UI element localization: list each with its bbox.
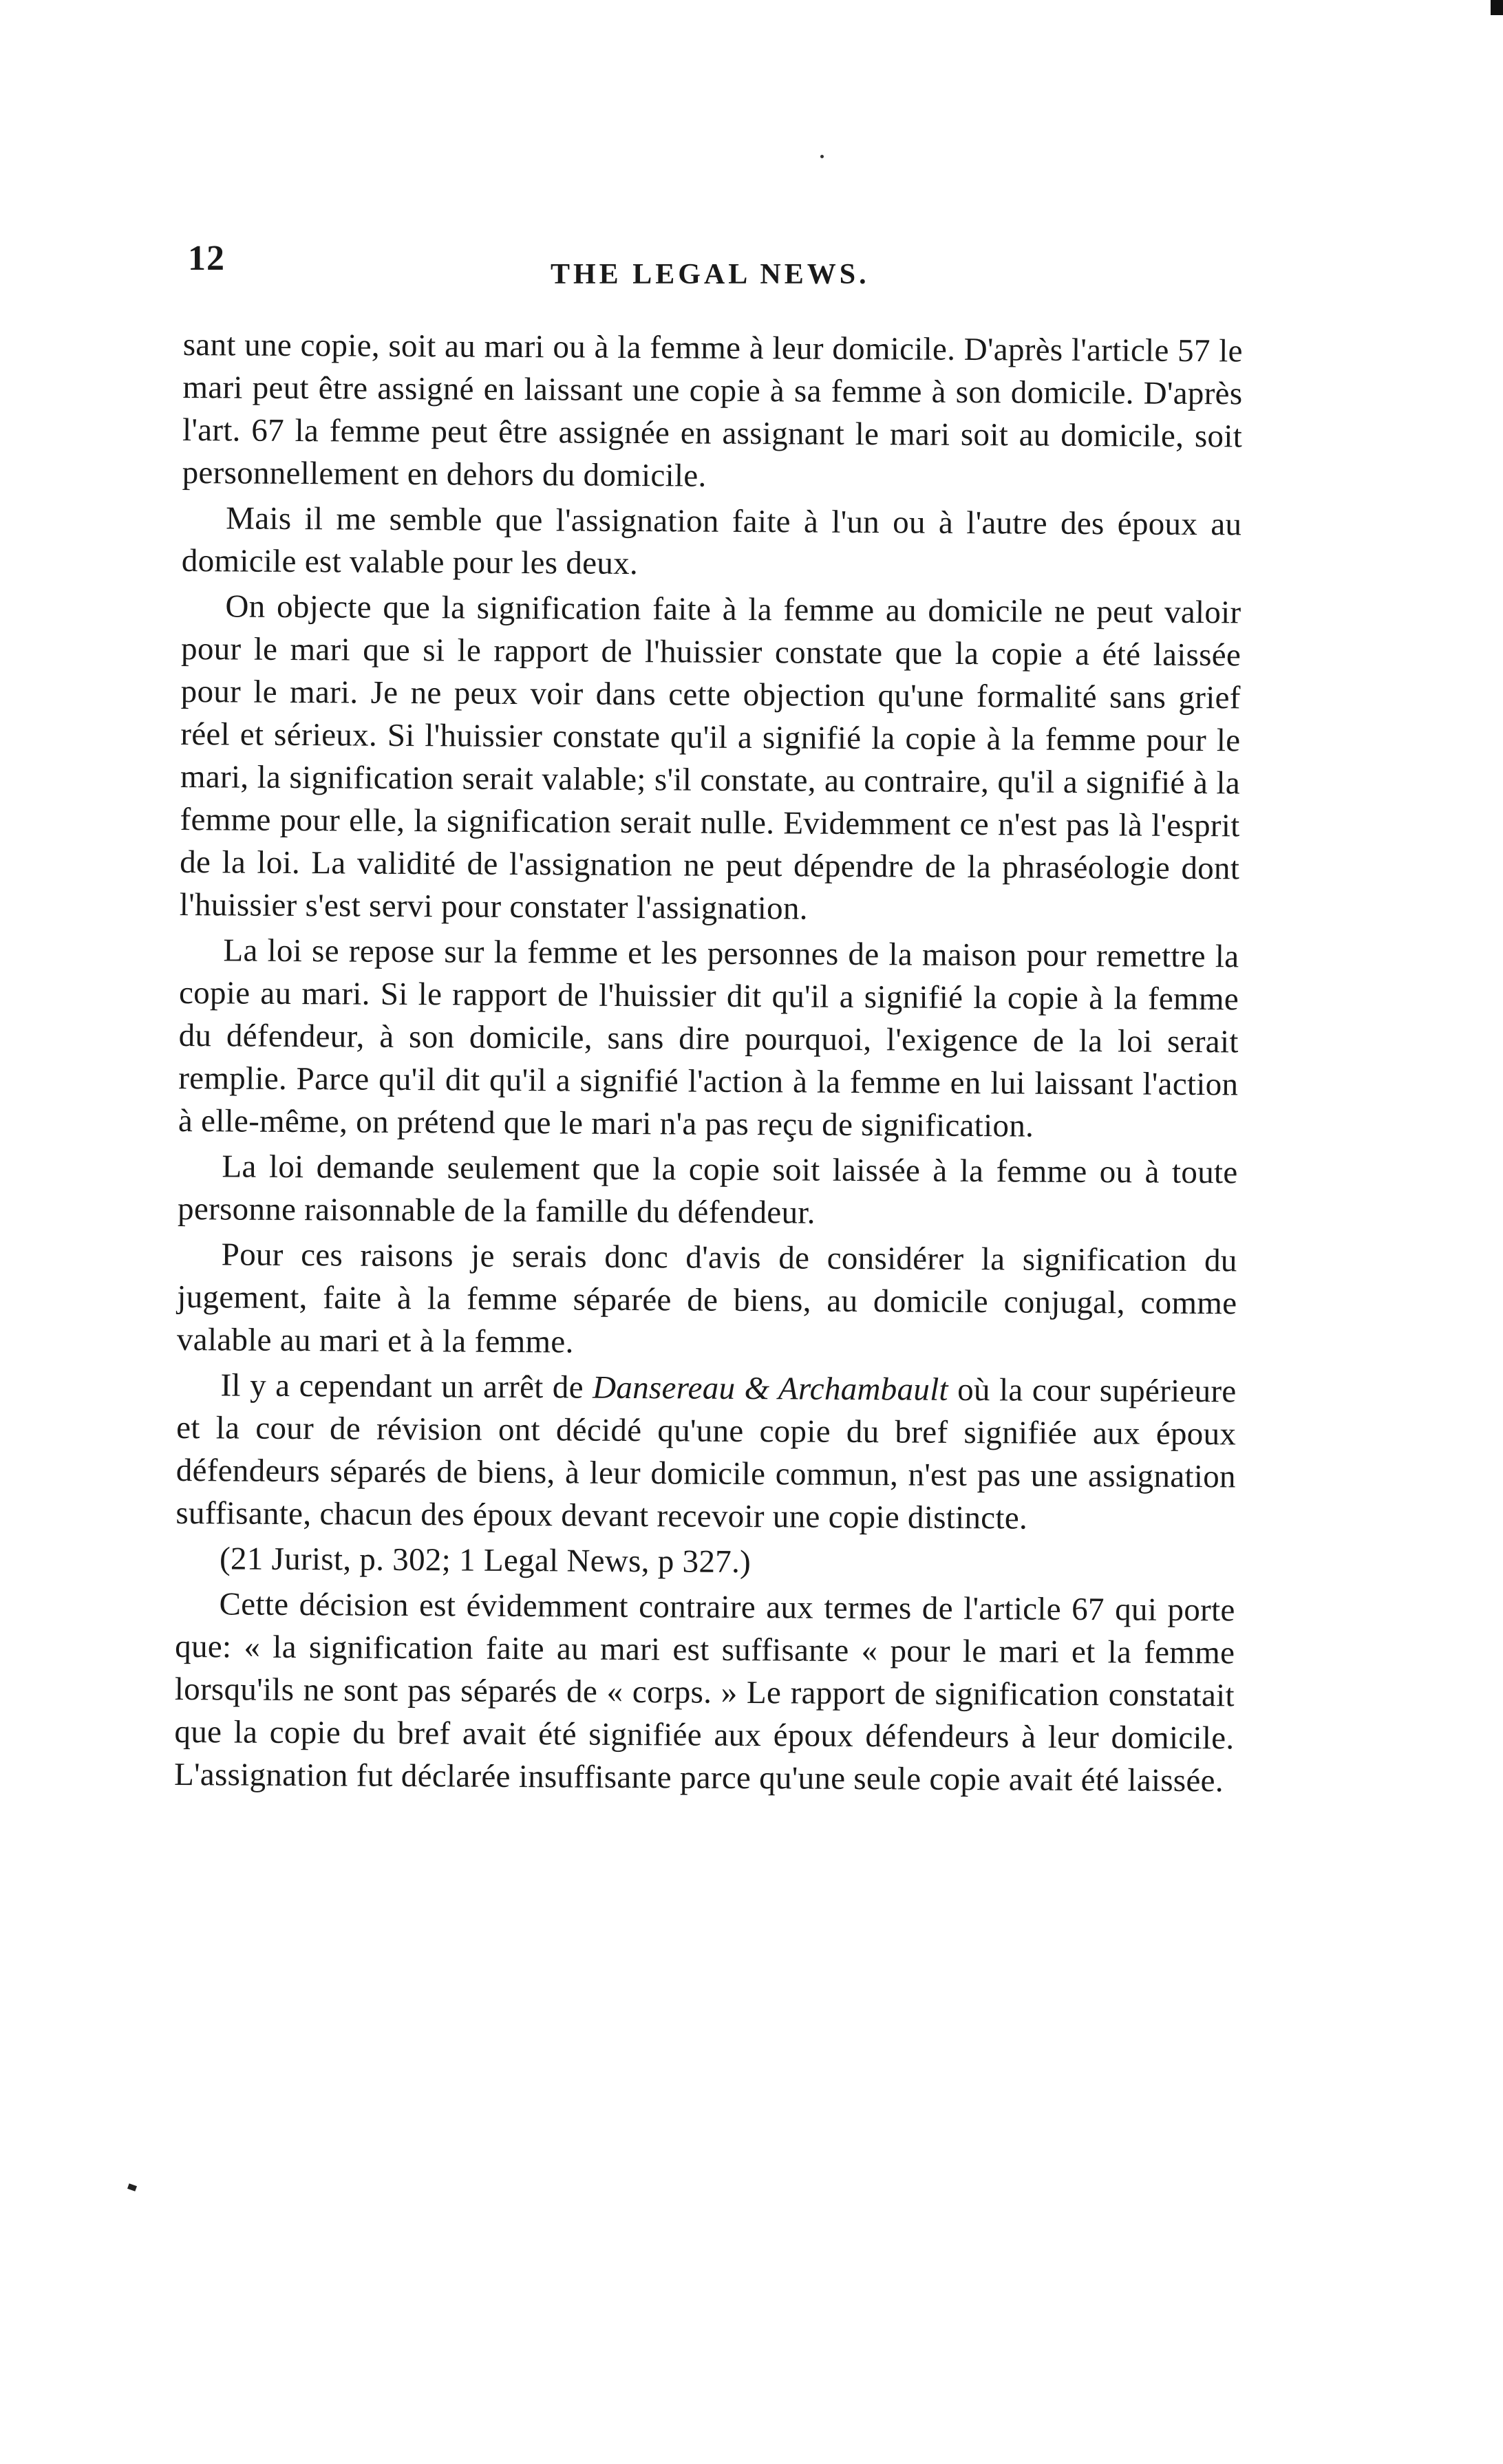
paragraph: On objecte que la signification faite à la femme au domicile ne peut valoir pour le mari que si le rapport de l'huissier constate que la copie a été laissée pour le mari. Je ne peux voir dans cette objection qu'une formalité sans grief réel et sérieux. Si l'huissier constate qu'il a signifié la copie à la femme pour le mari, la signification serait valable; s'il constate, au contraire, qu'il a signifié à la femme pour elle, la signification serait nulle. Evidemment ce n'est pas là l'esprit de la loi. La validité de l'assignation ne peut dépendre de la phraséologie dont l'huissier s'est servi pour constater l'assignation. xyxy=(179,588,1241,927)
corner-scan-mark xyxy=(1491,0,1503,15)
paragraph-continuation: sant une copie, soit au mari ou à la femme à leur domicile. D'après l'article 57 le mari peut être assigné en laissant une copie à sa femme à son domicile. D'après l'art. 67 la femme peut être assignée en assignant le mari soit au domicile, soit personnellement en dehors du domicile. xyxy=(182,326,1243,494)
stray-ink-mark xyxy=(127,2183,137,2192)
paragraph: Cette décision est évidemment contraire aux termes de l'article 67 qui porte que: « la signification faite au mari est suffisante « pour le mari et la femme lorsqu'ils ne sont pas séparés de « corps. » Le rapport de signification constatait que la copie du bref avait été signifiée aux époux défendeurs à leur domicile. L'assignation fut déclarée insuffisante parce qu'une seule copie avait été laissée. xyxy=(173,1586,1235,1799)
case-name: Dansereau & Archambault xyxy=(592,1369,949,1408)
paragraph: Pour ces raisons je serais donc d'avis de considérer la signification du jugement, faite à la femme séparée de biens, au domicile conjugal, comme valable au mari et à la femme. xyxy=(176,1236,1237,1360)
running-head: THE LEGAL NEWS. xyxy=(551,259,870,290)
paragraph: La loi se repose sur la femme et les personnes de la maison pour remettre la copie au mari. Si le rapport de l'huissier dit qu'il a signifié la copie à la femme du défendeur, à son domicile, sans dire pourquoi, l'exigence de la loi serait remplie. Parce qu'il dit qu'il a signifié l'action à la femme en lui laissant l'action à elle-même, on prétend que le mari n'a pas reçu de signification. xyxy=(178,932,1239,1144)
paragraph-with-case-citation xyxy=(175,1364,1236,1541)
body-text xyxy=(174,323,1243,1802)
paragraph: La loi demande seulement que la copie soit laissée à la femme ou à toute personne raisonnable de la famille du défendeur. xyxy=(177,1148,1238,1231)
page-number: 12 xyxy=(188,239,225,278)
citation-reference: (21 Jurist, p. 302; 1 Legal News, p 327.) xyxy=(219,1541,752,1581)
stray-ink-dot xyxy=(820,155,824,158)
paragraph-text-before: Il y a cependant un arrêt de xyxy=(220,1367,593,1406)
paragraph-text-after: où la cour supérieure et la cour de révision ont décidé qu'une copie du bref signifiée aux époux défendeurs séparés de biens, à leur domicile commun, n'est pas une assignation suffisante, chacun des époux devant recevoir une copie distincte. xyxy=(175,1371,1237,1536)
paragraph: Mais il me semble que l'assignation faite à l'un ou à l'autre des époux au domicile est valable pour les deux. xyxy=(181,500,1242,582)
